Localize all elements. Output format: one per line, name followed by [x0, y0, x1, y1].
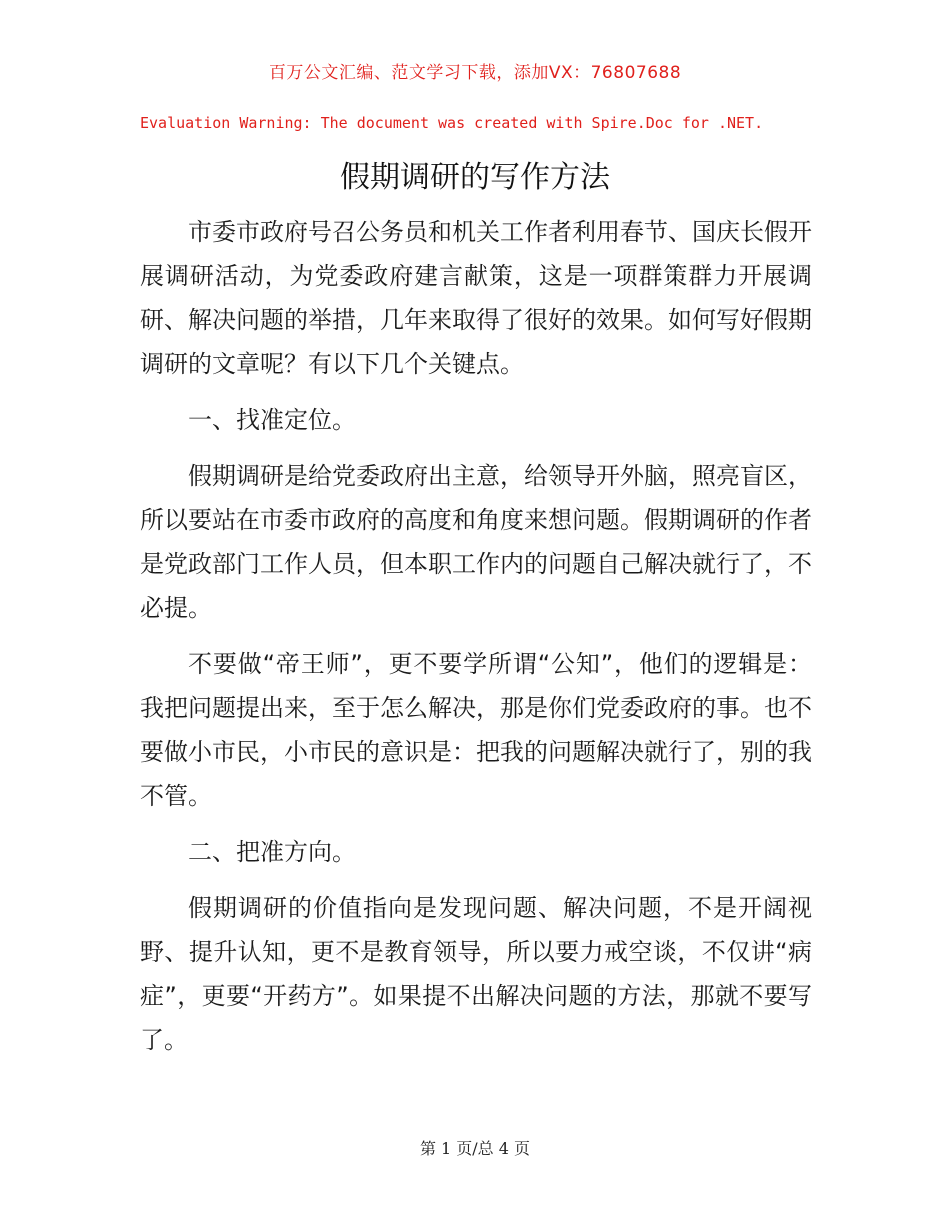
evaluation-warning: Evaluation Warning: The document was created with Spire.Doc for .NET. — [140, 114, 764, 132]
paragraph-intro: 市委市政府号召公务员和机关工作者利用春节、国庆长假开展调研活动，为党委政府建言献策，这是一项群策群力开展调研、解决问题的举措，几年来取得了很好的效果。如何写好假期调研的文章呢？有以下几个关键点。 — [140, 218, 812, 378]
paragraph-direction: 假期调研的价值指向是发现问题、解决问题，不是开阔视野、提升认知，更不是教育领导，所以要力戒空谈，不仅讲“病症”，更要“开药方”。如果提不出解决问题的方法，那就不要写了。 — [140, 894, 812, 1054]
page-number: 第 1 页/总 4 页 — [419, 1139, 531, 1158]
document-body — [140, 210, 812, 1074]
paragraph-positioning: 假期调研是给党委政府出主意，给领导开外脑，照亮盲区，所以要站在市委市政府的高度和角度来想问题。假期调研的作者是党政部门工作人员，但本职工作内的问题自己解决就行了，不必提。 — [140, 462, 812, 622]
promo-header: 百万公文汇编、范文学习下载，添加VX：76807688 — [268, 63, 682, 83]
document-title: 假期调研的写作方法 — [340, 160, 610, 195]
section-heading-1: 一、找准定位。 — [188, 406, 356, 434]
paragraph-caution: 不要做“帝王师”，更不要学所谓“公知”，他们的逻辑是：我把问题提出来，至于怎么解决，那是你们党委政府的事。也不要做小市民，小市民的意识是：把我的问题解决就行了，别的我不管。 — [140, 650, 812, 810]
section-heading-2: 二、把准方向。 — [188, 838, 356, 866]
